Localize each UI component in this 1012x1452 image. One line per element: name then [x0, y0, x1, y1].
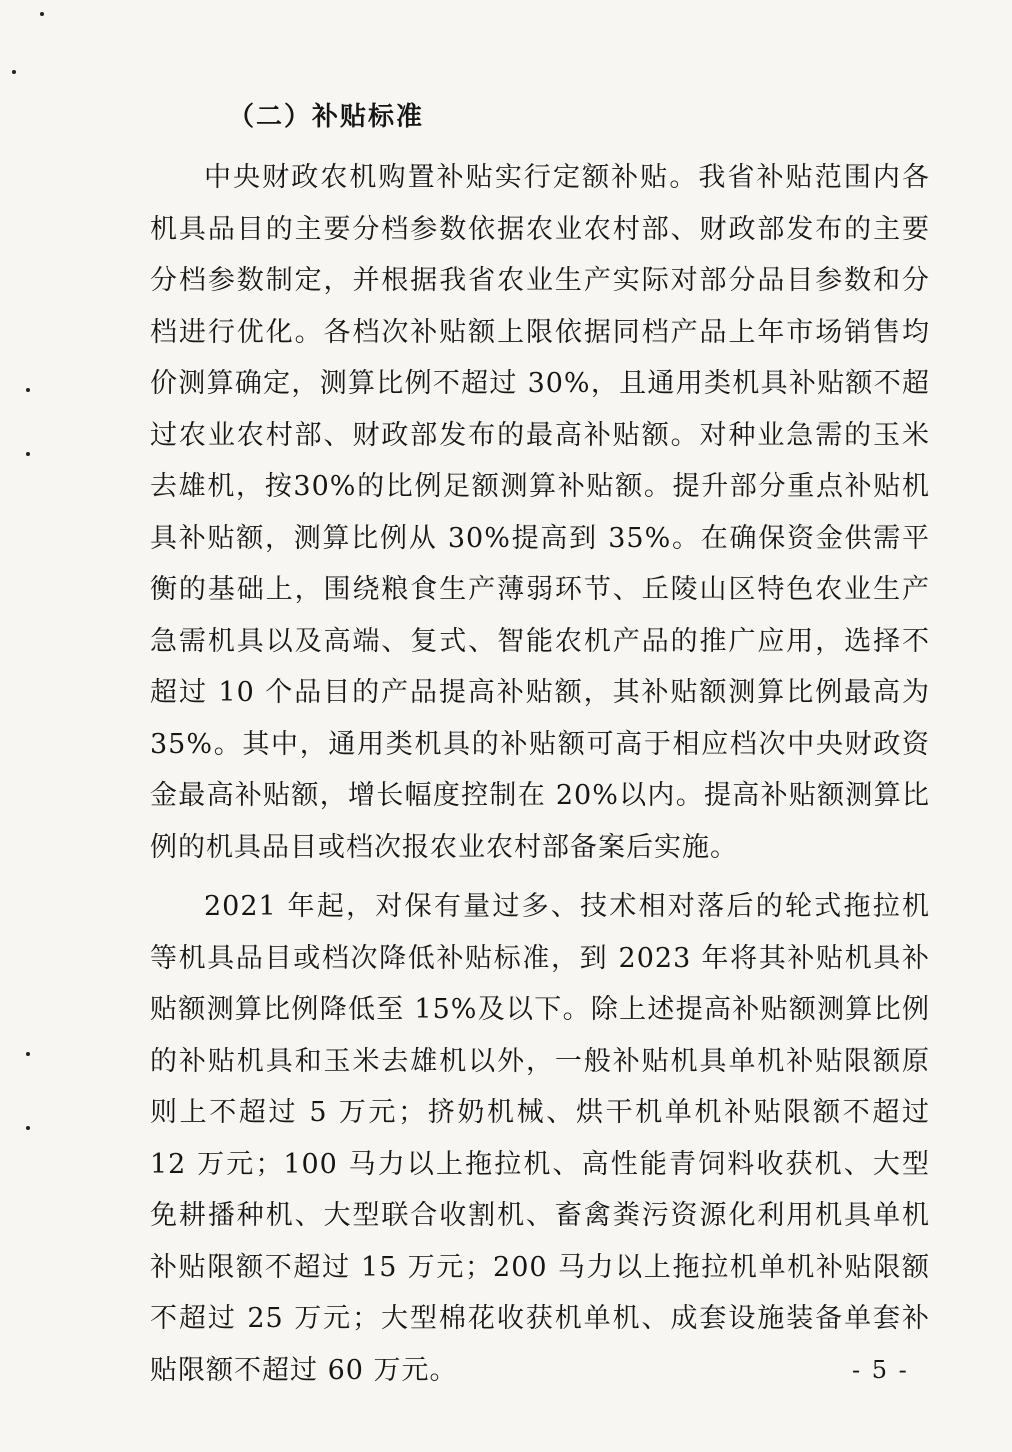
scan-speck	[40, 12, 44, 16]
paragraph: 中央财政农机购置补贴实行定额补贴。我省补贴范围内各机具品目的主要分档参数依据农业农村部、财政部发布的主要分档参数制定，并根据我省农业生产实际对部分品目参数和分档进行优化。各档次补贴额上限依据同档产品上年市场销售均价测算确定，测算比例不超过 30%，且通用类机具补贴额不超过农业农村部、财政部发布的最高补贴额。对种业急需的玉米去雄机，按30%的比例足额测算补贴额。提升部分重点补贴机具补贴额，测算比例从 30%提高到 35%。在确保资金供需平衡的基础上，围绕粮食生产薄弱环节、丘陵山区特色农业生产急需机具以及高端、复式、智能农机产品的推广应用，选择不超过 10 个品目的产品提高补贴额，其补贴额测算比例最高为 35%。其中，通用类机具的补贴额可高于相应档次中央财政资金最高补贴额，增长幅度控制在 20%以内。提高补贴额测算比例的机具品目或档次报农业农村部备案后实施。	[150, 162, 930, 863]
section-heading: （二）补贴标准	[228, 102, 425, 132]
document-body	[150, 152, 930, 1396]
scan-speck	[26, 1052, 30, 1056]
page-number: - 5 -	[852, 1356, 909, 1384]
scan-speck	[26, 388, 30, 392]
scan-speck	[26, 1126, 30, 1130]
paragraph: 2021 年起，对保有量过多、技术相对落后的轮式拖拉机等机具品目或档次降低补贴标准，到 2023 年将其补贴机具补贴额测算比例降低至 15%及以下。除上述提高补贴额测算比例的补贴机具和玉米去雄机以外，一般补贴机具单机补贴限额原则上不超过 5 万元；挤奶机械、烘干机单机补贴限额不超过 12 万元；100 马力以上拖拉机、高性能青饲料收获机、大型免耕播种机、大型联合收割机、畜禽粪污资源化利用机具单机补贴限额不超过 15 万元；200 马力以上拖拉机单机补贴限额不超过 25 万元；大型棉花收获机单机、成套设施装备单套补贴限额不超过 60 万元。	[150, 891, 930, 1386]
scan-speck	[26, 452, 30, 456]
scan-speck	[12, 70, 16, 74]
